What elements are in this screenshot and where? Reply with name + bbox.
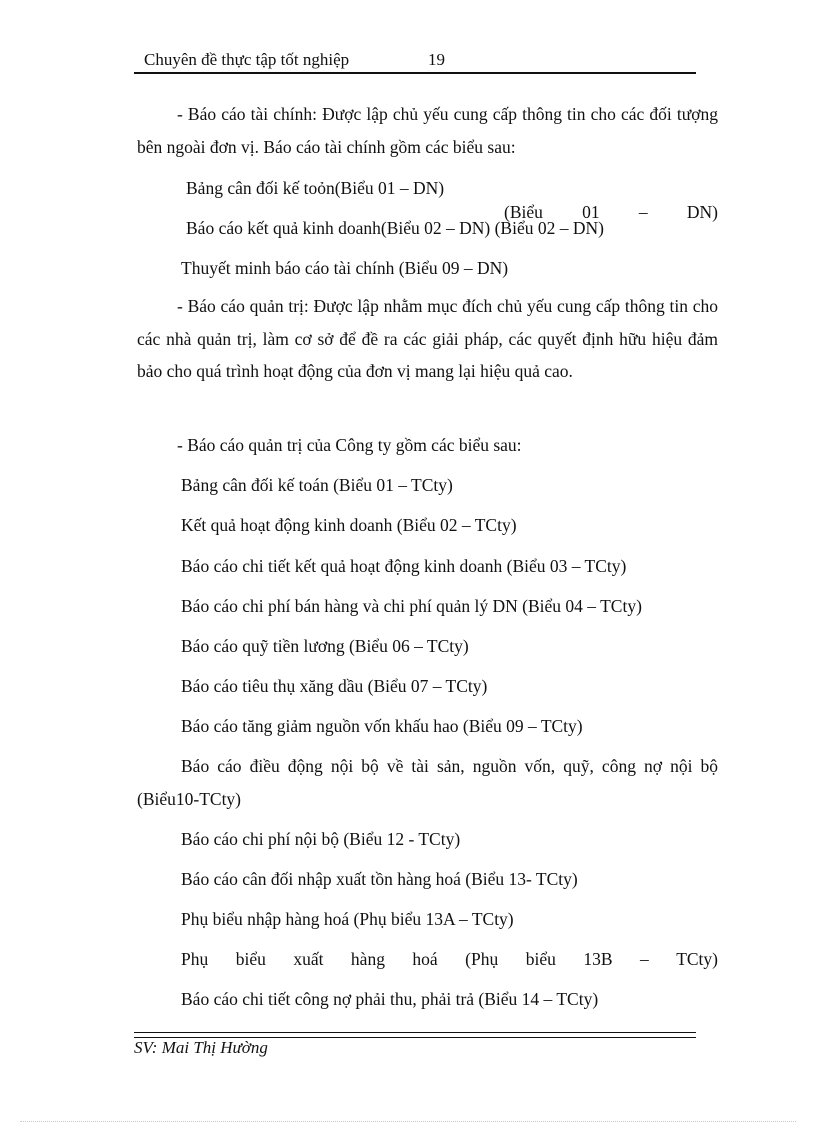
financial-item-2: Báo cáo kết quả kinh doanh(Biểu 02 – DN) (Biểu 02 – DN) [186,218,604,238]
item-word: biểu [235,949,266,969]
page-header [134,50,696,74]
item-word: Phụ [181,949,209,969]
management-item-1: Bảng cân đối kế toán (Biểu 01 – TCty) [181,475,453,495]
item-word: biểu [525,949,556,969]
code-word: 01 [582,202,600,222]
management-item-4: Báo cáo chi phí bán hàng và chi phí quản lý DN (Biểu 04 – TCty) [181,596,642,616]
management-item-8-line-2: (Biểu10-TCty) [137,789,242,809]
financial-item-3: Thuyết minh báo cáo tài chính (Biểu 09 – DN) [181,258,509,278]
financial-item-1-text: Bảng cân đối kế toỏn(Biểu 01 – DN) [186,178,445,198]
page-number: 19 [428,50,445,69]
management-item-8-line-1: Báo cáo điều động nội bộ về tài sản, nguồn vốn, quỹ, công nợ nội bộ [181,756,718,776]
financial-item-1 [186,176,718,222]
document-title: Chuyên đề thực tập tốt nghiệp [144,50,350,69]
item-word: hoá [412,949,438,969]
item-word: – [639,949,649,969]
management-item-6: Báo cáo tiêu thụ xăng dầu (Biểu 07 – TCty) [181,676,488,696]
management-report-paragraph: - Báo cáo quản trị: Được lập nhằm mục đích chủ yếu cung cấp thông tin cho các nhà quản trị, làm cơ sở để đề ra các giải pháp, các quyết định hữu hiệu đảm bảo cho quá trình hoạt động của đơn vị mang lại hiệu quả cao. [137,296,718,381]
management-item-12 [181,947,718,971]
management-item-9: Báo cáo chi phí nội bộ (Biểu 12 - TCty) [181,829,461,849]
item-word: xuất [293,949,324,969]
code-word: – [638,202,648,222]
management-item-10: Báo cáo cân đối nhập xuất tồn hàng hoá (Biểu 13- TCty) [181,869,578,889]
financial-report-paragraph: - Báo cáo tài chính: Được lập chủ yếu cung cấp thông tin cho các đối tượng bên ngoài đơn vị. Báo cáo tài chính gồm các biểu sau: [137,104,718,157]
management-report-intro: - Báo cáo quản trị của Công ty gồm các biểu sau: [177,435,522,455]
management-item-3: Báo cáo chi tiết kết quả hoạt động kinh doanh (Biểu 03 – TCty) [181,556,627,576]
item-word: 13B [583,949,613,969]
management-item-5: Báo cáo quỹ tiền lương (Biểu 06 – TCty) [181,636,469,656]
item-word: TCty) [676,949,718,969]
management-item-11: Phụ biểu nhập hàng hoá (Phụ biểu 13A – TCty) [181,909,514,929]
code-word: (Biểu [504,202,543,222]
management-item-7: Báo cáo tăng giảm nguồn vốn khấu hao (Biểu 09 – TCty) [181,716,583,736]
code-word: DN) [686,202,718,222]
management-item-13: Báo cáo chi tiết công nợ phải thu, phải trả (Biểu 14 – TCty) [181,989,599,1009]
management-item-2: Kết quả hoạt động kinh doanh (Biểu 02 – TCty) [181,515,517,535]
item-word: hàng [350,949,385,969]
footer-author: SV: Mai Thị Hường [134,1038,268,1057]
item-word: (Phụ [465,949,499,969]
page-edge-divider [20,1121,796,1122]
